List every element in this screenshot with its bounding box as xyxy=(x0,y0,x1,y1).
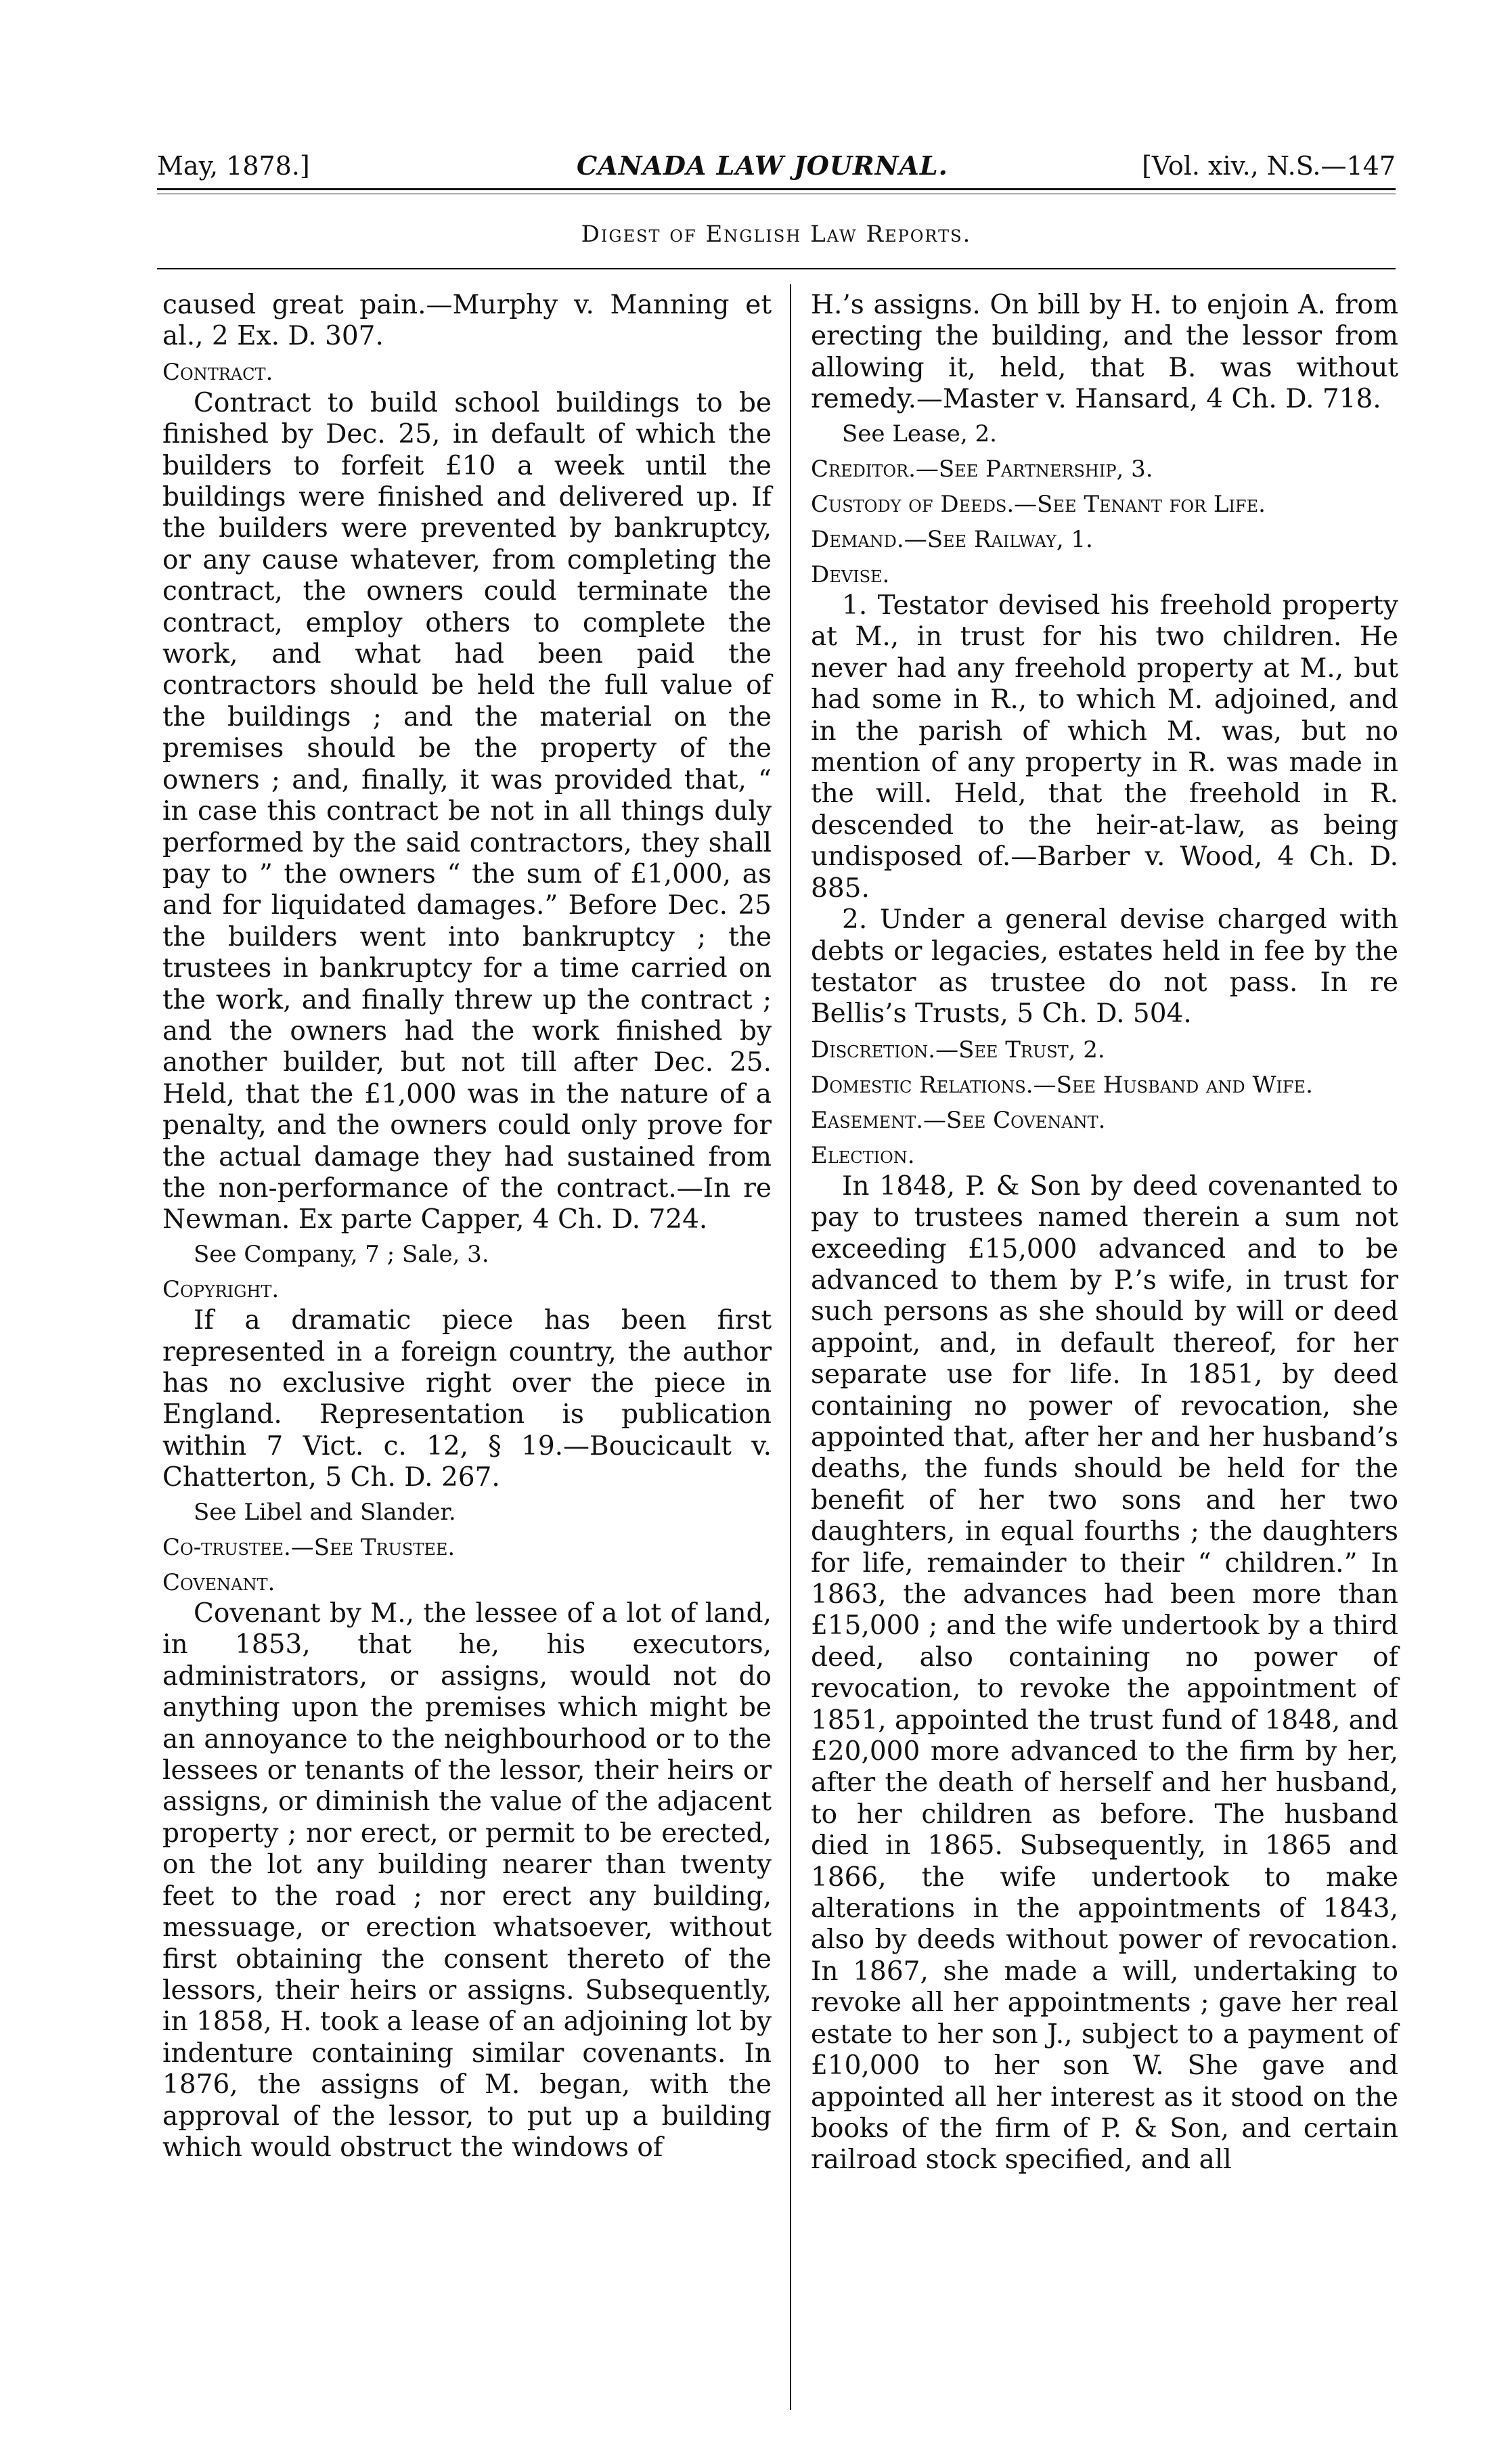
entry-copyright: If a dramatic piece has been first represented in a foreign country, the author has no exclusive right over the piece in England. Representation is publication within 7 Vict. c. 12, § 19.—Boucicault v. Chatterton, 5 Ch. D. 267. xyxy=(162,1305,772,1493)
header-rule xyxy=(157,188,1396,190)
heading-discretion: Discretion.—See Trust, 2. xyxy=(811,1036,1105,1063)
header-date: May, 1878.] xyxy=(157,151,310,181)
see-also-lease: See Lease, 2. xyxy=(842,420,997,447)
section-title: Digest of English Law Reports. xyxy=(581,221,972,248)
heading-election: Election. xyxy=(811,1141,915,1169)
section-rule xyxy=(157,268,1396,269)
heading-devise: Devise. xyxy=(811,561,890,589)
heading-creditor: Creditor.—See Partnership, 3. xyxy=(811,456,1153,483)
running-header xyxy=(157,146,1396,186)
journal-title: CANADA LAW JOURNAL. xyxy=(577,150,948,181)
heading-custody-of-deeds: Custody of Deeds.—See Tenant for Life. xyxy=(811,491,1266,519)
entry-devise-1: 1. Testator devised his freehold property at M., in trust for his two children. He never had any freehold property at M., but had some in R., to which M. adjoined, and in the parish of which M. was, but no mention of any property in R. was made in the will. Held, that the freehold in R. descended to the heir-at-law, as being undisposed of.—Barber v. Wood, 4 Ch. D. 885. xyxy=(811,590,1398,904)
heading-copyright: Copyright. xyxy=(162,1276,280,1304)
column-divider xyxy=(790,284,791,2410)
right-column xyxy=(811,290,1398,2176)
heading-covenant: Covenant. xyxy=(162,1569,275,1597)
left-column xyxy=(162,290,772,2163)
entry-contract: Contract to build school buildings to be finished by Dec. 25, in default of which the builders to forfeit £10 a week until the buildings were finished and delivered up. If the builders were prevented by bankruptcy, or any cause whatever, from completing the contract, the owners could terminate the contract, employ others to complete the work, and what had been paid the contractors should be held the full value of the buildings ; and the material on the premises should be the property of the owners ; and, finally, it was provided that, “ in case this contract be not in all things duly performed by the said contractors, they shall pay to ” the owners “ the sum of £1,000, as and for liquidated damages.” Before Dec. 25 the builders went into bankruptcy ; the trustees in bankruptcy for a time carried on the work, and finally threw up the contract ; and the owners had the work finished by another builder, but not till after Dec. 25. Held, that the £1,000 was in the nature of a penalty, and the owners could only prove for the actual damage they had sustained from the non-performance of the contract.—In re Newman. Ex parte Capper, 4 Ch. D. 724. xyxy=(162,387,772,1235)
heading-domestic-relations: Domestic Relations.—See Husband and Wife. xyxy=(811,1071,1313,1099)
header-volume: [Vol. xiv., N.S.—147 xyxy=(1142,151,1396,181)
entry-election: In 1848, P. & Son by deed covenanted to pay to trustees named therein a sum not exceeding £15,000 advanced and to be advanced to them by P.’s wife, in trust for such persons as she should by will or deed appoint, and, in default thereof, for her separate use for life. In 1851, by deed containing no power of revocation, she appointed that, after her and her husband’s deaths, the funds should be held for the benefit of her two sons and her two daughters, in equal fourths ; the daughters for life, remainder to their “ children.” In 1863, the advances had been more than £15,000 ; and the wife undertook by a third deed, also containing no power of revocation, to revoke the appointment of 1851, appointed the trust fund of 1848, and £20,000 more advanced to the firm by her, after the death of herself and her husband, to her children as before. The husband died in 1865. Subsequently, in 1865 and 1866, the wife undertook to make alterations in the appointments of 1843, also by deeds without power of revocation. In 1867, she made a will, undertaking to revoke all her appointments ; gave her real estate to her son J., subject to a payment of £10,000 to her son W. She gave and appointed all her interest as it stood on the books of the firm of P. & Son, and certain railroad stock specified, and all xyxy=(811,1170,1398,2176)
see-also-copyright: See Libel and Slander. xyxy=(194,1498,456,1526)
entry-covenant: Covenant by M., the lessee of a lot of land, in 1853, that he, his executors, administrators, or assigns, would not do anything upon the premises which might be an annoyance to the neighbourhood or to the lessees or tenants of the lessor, their heirs or assigns, or diminish the value of the adjacent property ; nor erect, or permit to be erected, on the lot any building nearer than twenty feet to the road ; nor erect any building, messuage, or erection whatsoever, without first obtaining the consent thereto of the lessors, their heirs or assigns. Subsequently, in 1858, H. took a lease of an adjoining lot by indenture containing similar covenants. In 1876, the assigns of M. began, with the approval of the lessor, to put up a building which would obstruct the windows of xyxy=(162,1598,772,2163)
entry-devise-2: 2. Under a general devise charged with debts or legacies, estates held in fee by the testator as trustee do not pass. In re Bellis’s Trusts, 5 Ch. D. 504. xyxy=(811,904,1398,1030)
entry-continuation: H.’s assigns. On bill by H. to enjoin A. from erecting the building, and the lessor from allowing it, held, that B. was without remedy.—Master v. Hansard, 4 Ch. D. 718. xyxy=(811,290,1398,415)
heading-contract: Contract. xyxy=(162,358,273,386)
heading-easement: Easement.—See Covenant. xyxy=(811,1106,1106,1134)
heading-demand: Demand.—See Railway, 1. xyxy=(811,526,1093,554)
see-also-contract: See Company, 7 ; Sale, 3. xyxy=(194,1240,489,1268)
heading-co-trustee: Co-trustee.—See Trustee. xyxy=(162,1534,455,1562)
entry-continuation: caused great pain.—Murphy v. Manning et al., 2 Ex. D. 307. xyxy=(162,290,772,352)
